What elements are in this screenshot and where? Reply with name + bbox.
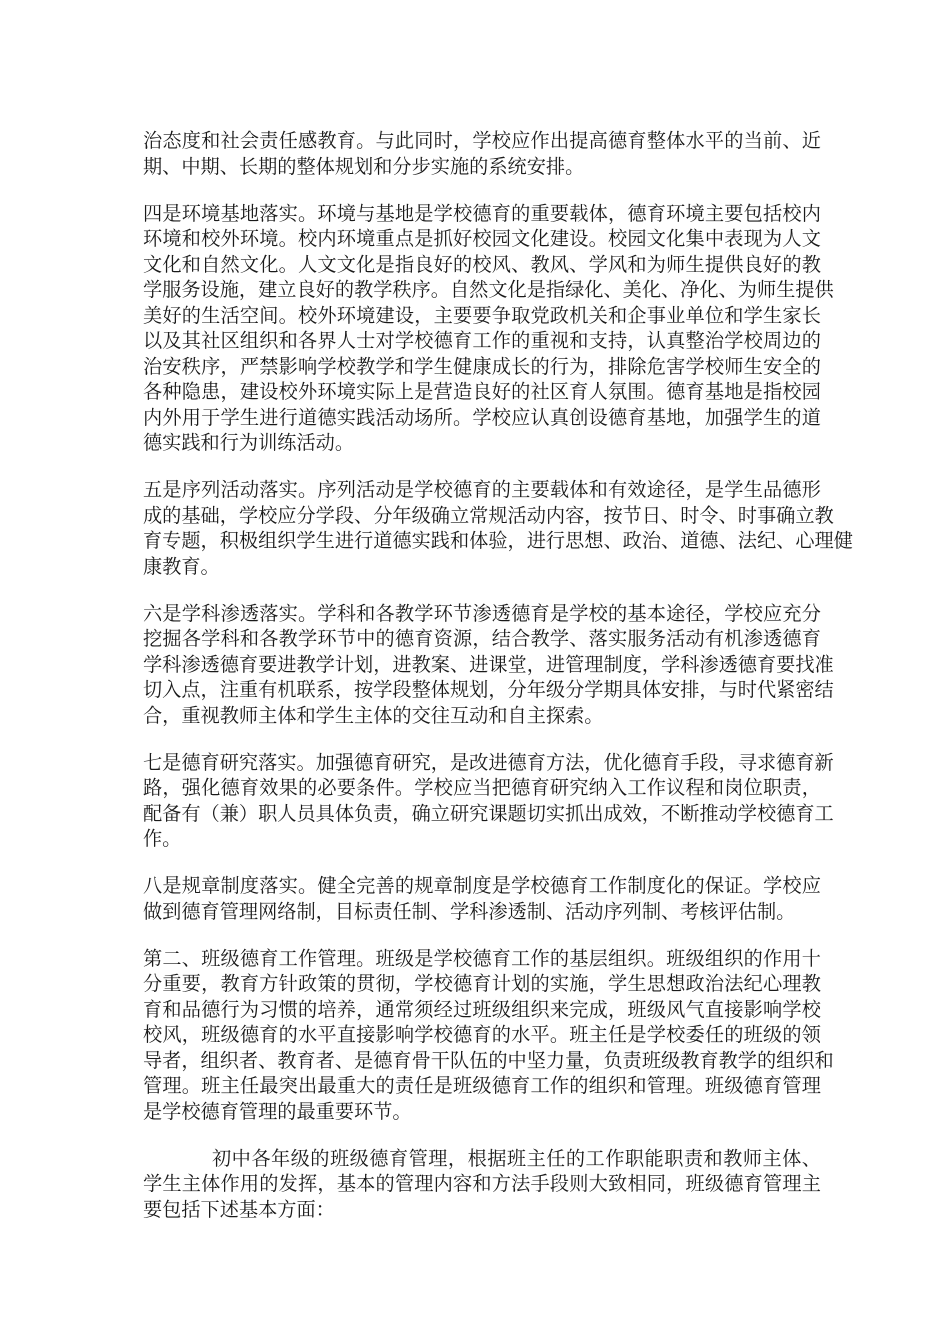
text-line: 以及其社区组织和各界人士对学校德育工作的重视和支持，认真整治学校周边的 [143,329,821,352]
paragraph [143,946,834,1125]
text-line: 路，强化德育效果的必要条件。学校应当把德育研究纳入工作议程和岗位职责， [143,776,821,799]
text-line: 成的基础，学校应分学段、分年级确立常规活动内容，按节日、时令、时事确立教 [143,503,834,527]
text-line: 六是学科渗透落实。学科和各教学环节渗透德育是学校的基本途径，学校应充分 [143,601,821,625]
text-line: 育专题，积极组织学生进行道德实践和体验，进行思想、政治、道德、法纪、心理健 [143,529,853,552]
text-line: 四是环境基地落实。环境与基地是学校德育的重要载体，德育环境主要包括校内 [143,201,821,225]
text-line: 内外用于学生进行道德实践活动场所。学校应认真创设德育基地，加强学生的道 [143,405,821,429]
text-line: 初中各年级的班级德育管理，根据班主任的工作职能职责和教师主体、 [212,1146,821,1170]
text-line: 要包括下述基本方面： [143,1197,335,1221]
text-line: 期、中期、长期的整体规划和分步实施的系统安排。 [143,154,585,178]
paragraph [143,1146,821,1223]
document-body [143,128,853,1244]
text-line: 学生主体作用的发挥，基本的管理内容和方法手段则大致相同，班级德育管理主 [143,1172,821,1195]
text-line: 第二、班级德育工作管理。班级是学校德育工作的基层组织。班级组织的作用十 [143,946,821,970]
paragraph [143,201,834,456]
text-line: 合，重视教师主体和学生主体的交往互动和自主探索。 [143,703,604,727]
text-line: 治态度和社会责任感教育。与此同时，学校应作出提高德育整体水平的当前、近 [143,129,821,152]
text-line: 环境和校外环境。校内环境重点是抓好校园文化建设。校园文化集中表现为人文 [143,227,821,250]
text-line: 挖掘各学科和各教学环节中的德育资源，结合教学、落实服务活动有机渗透德育 [143,627,821,650]
text-line: 美好的生活空间。校外环境建设，主要要争取党政机关和企事业单位和学生家长 [143,303,821,327]
text-line: 学服务设施，建立良好的教学秩序。自然文化是指绿化、美化、净化、为师生提供 [143,278,834,301]
text-line: 校风，班级德育的水平直接影响学校德育的水平。班主任是学校委任的班级的领 [143,1023,821,1046]
text-line: 是学校德育管理的最重要环节。 [143,1099,412,1123]
text-line: 五是序列活动落实。序列活动是学校德育的主要载体和有效途径，是学生品德形 [143,478,821,501]
text-line: 七是德育研究落实。加强德育研究，是改进德育方法，优化德育手段，寻求德育新 [143,750,834,774]
text-line: 德实践和行为训练活动。 [143,431,355,454]
text-line: 管理。班主任最突出最重大的责任是班级德育工作的组织和管理。班级德育管理 [143,1074,821,1097]
text-line: 学科渗透德育要进教学计划，进教案、进课堂，进管理制度，学科渗透德育要找准 [143,652,834,676]
text-line: 做到德育管理网络制，目标责任制、学科渗透制、活动序列制、考核评估制。 [143,899,796,923]
paragraph [143,750,834,852]
paragraph [143,477,853,579]
paragraph [143,128,821,179]
text-line: 切入点，注重有机联系，按学段整体规划，分年级分学期具体安排，与时代紧密结 [143,678,834,701]
text-line: 文化和自然文化。人文文化是指良好的校风、教风、学风和为师生提供良好的教 [143,252,821,276]
text-line: 治安秩序，严禁影响学校教学和学生健康成长的行为，排除危害学校师生安全的 [143,354,821,378]
text-line: 育和品德行为习惯的培养，通常须经过班级组织来完成，班级风气直接影响学校 [143,997,821,1021]
paragraph [143,601,834,729]
text-line: 作。 [143,827,182,850]
text-line: 八是规章制度落实。健全完善的规章制度是学校德育工作制度化的保证。学校应 [143,874,821,897]
text-line: 分重要，教育方针政策的贯彻，学校德育计划的实施，学生思想政治法纪心理教 [143,972,821,995]
text-line: 康教育。 [143,554,220,578]
text-line: 配备有（兼）职人员具体负责，确立研究课题切实抓出成效，不断推动学校德育工 [143,801,834,825]
text-line: 导者，组织者、教育者、是德育骨干队伍的中坚力量，负责班级教育教学的组织和 [143,1048,834,1072]
text-line: 各种隐患，建设校外环境实际上是营造良好的社区育人氛围。德育基地是指校园 [143,380,821,403]
paragraph [143,873,821,924]
